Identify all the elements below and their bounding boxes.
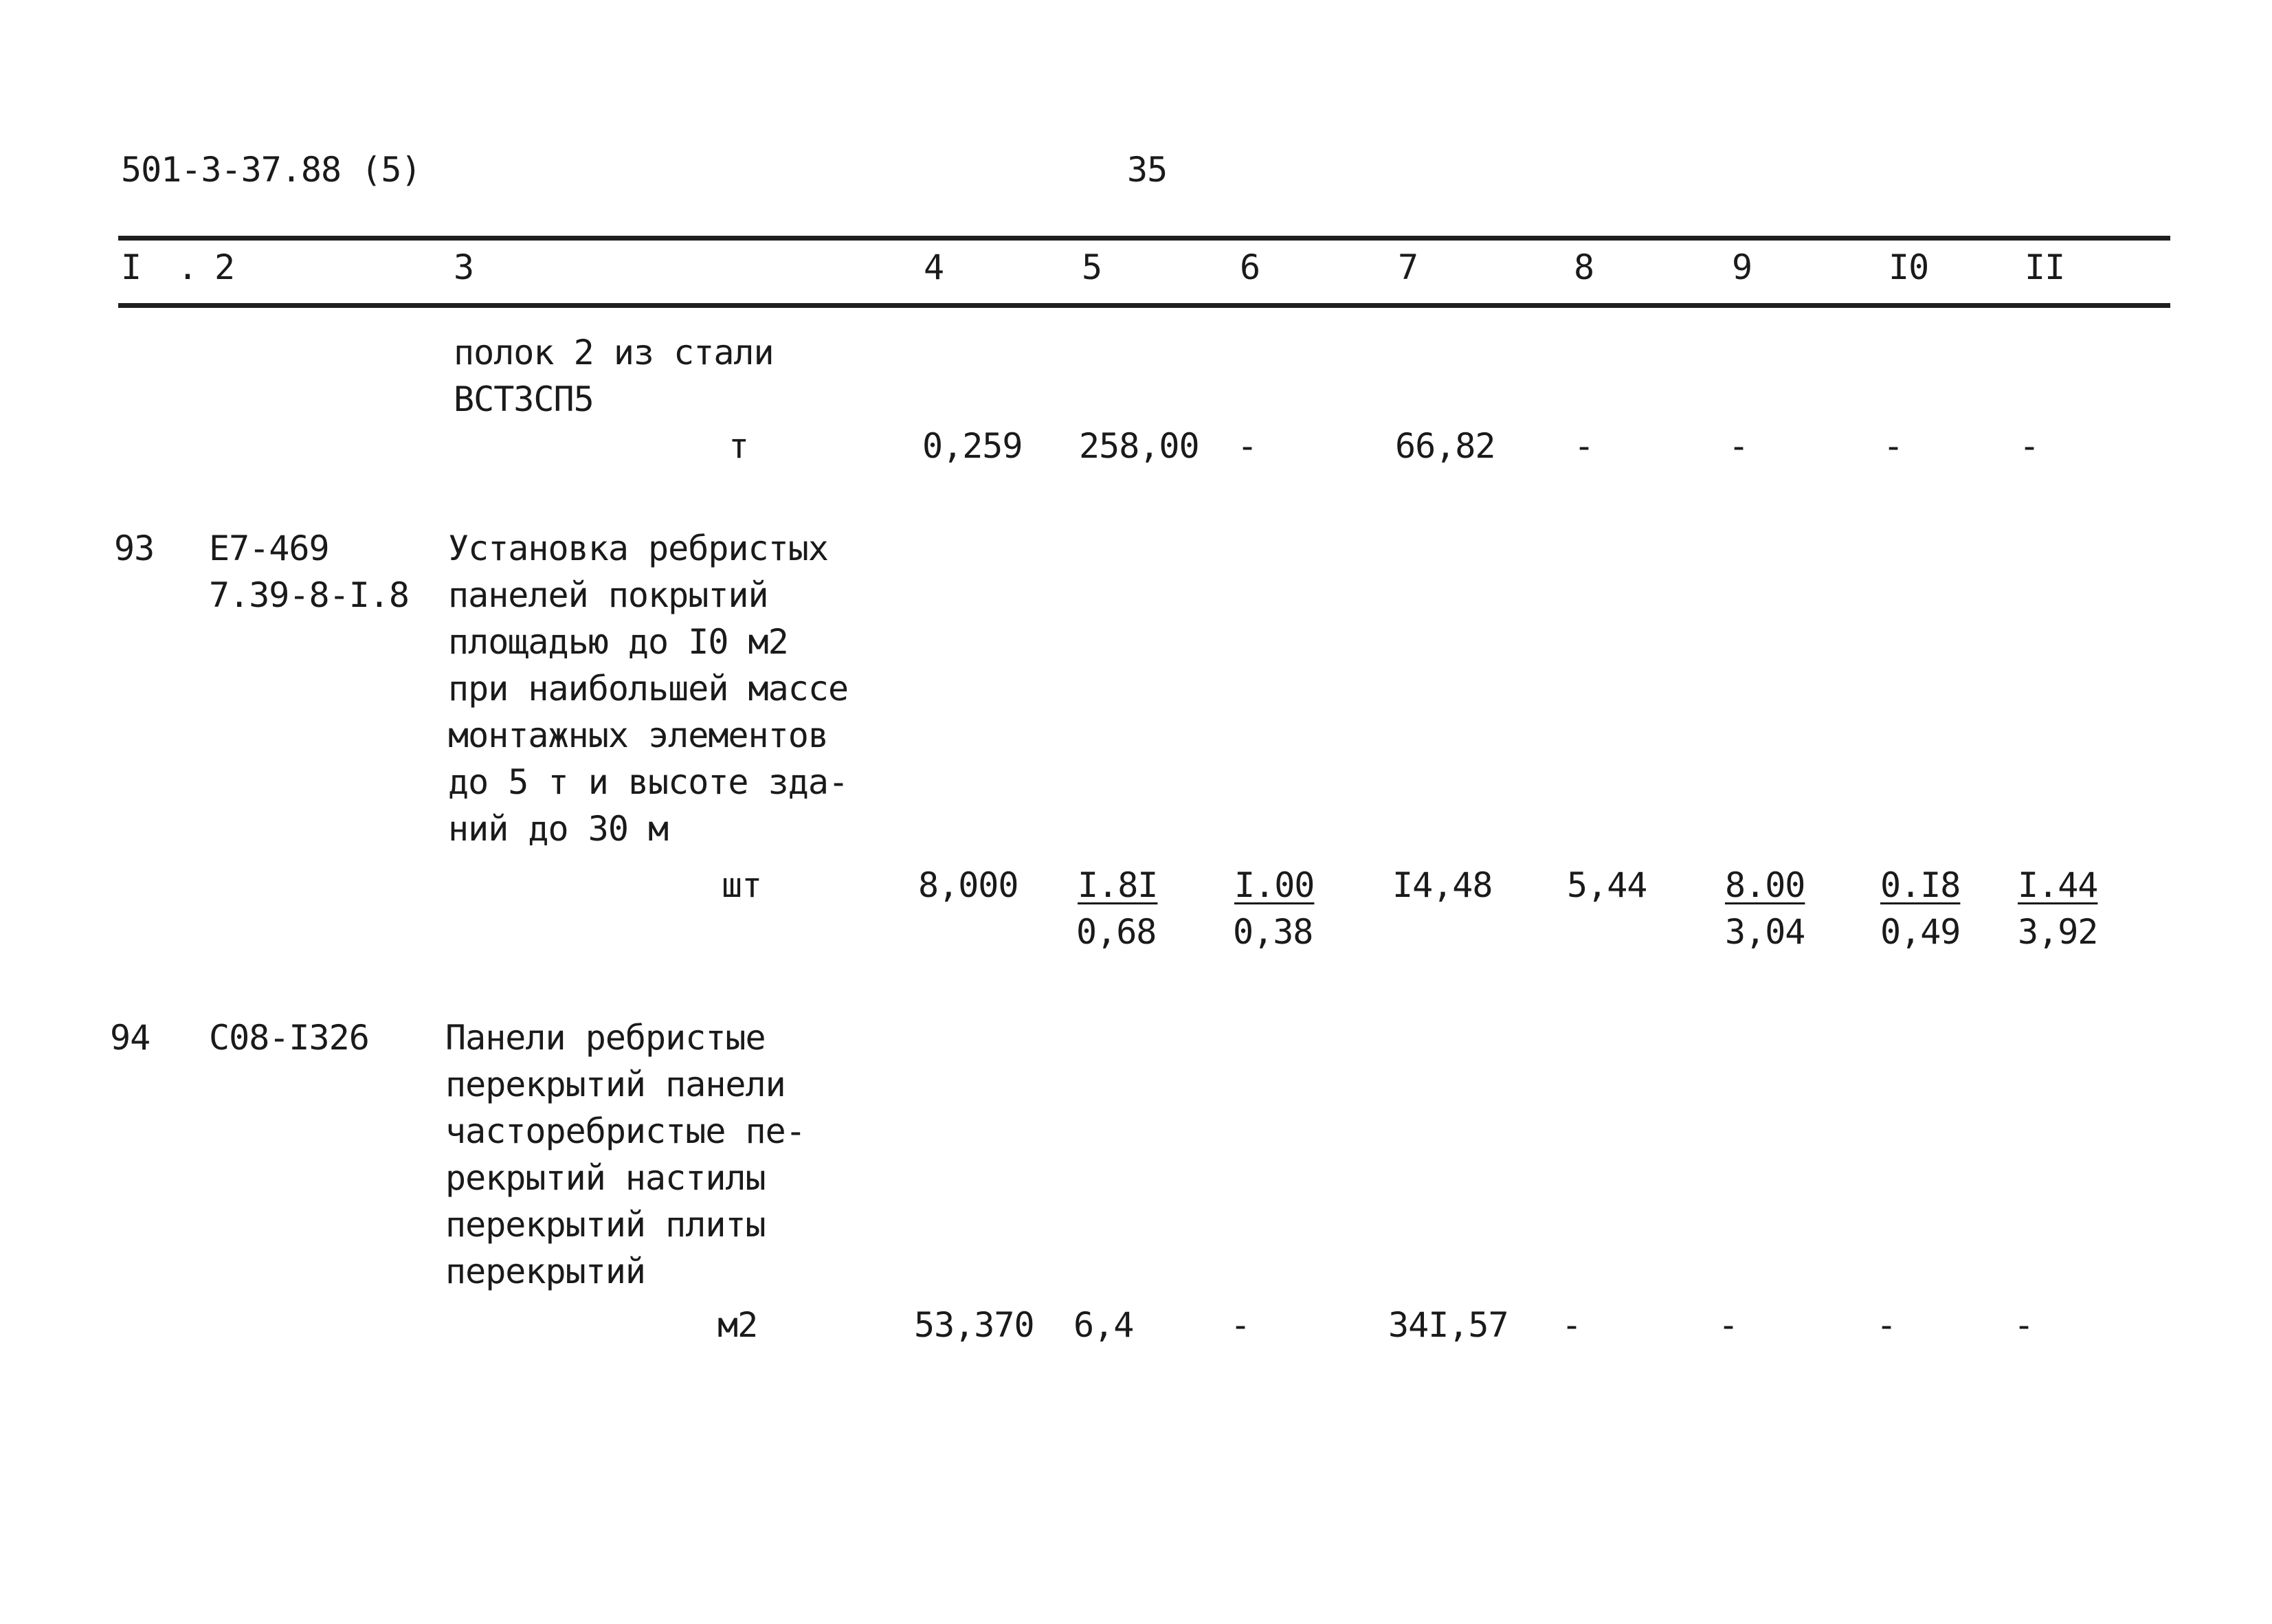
cell-col7: 66,82: [1395, 426, 1495, 466]
document-code: 501-3-37.88 (5): [121, 150, 421, 190]
cell-col9: -: [1728, 426, 1749, 466]
column-header-10: I0: [1889, 247, 1929, 287]
row-description-line: до 5 т и высоте зда-: [448, 762, 849, 802]
row-code-line: Е7-469: [209, 529, 329, 568]
cell-col6: -: [1230, 1305, 1251, 1345]
row-description-line: Установка ребристых: [448, 529, 828, 568]
column-header-9: 9: [1732, 247, 1752, 287]
row-code-line: 7.39-8-I.8: [209, 575, 410, 615]
row-description-line: ВСТ3СП5: [454, 379, 594, 419]
column-header-1: I: [121, 247, 142, 287]
column-separator: .: [177, 247, 198, 287]
row-number: 94: [110, 1018, 151, 1058]
cell-col4: 8,000: [918, 865, 1018, 905]
cell-col10-bottom: 0,49: [1880, 912, 1961, 952]
row-description-line: часторебристые пе-: [445, 1111, 805, 1151]
header-bottom-rule: [118, 303, 2170, 308]
cell-col5-bottom: 0,68: [1076, 912, 1157, 952]
row-description-line: полок 2 из стали: [454, 333, 774, 372]
column-header-5: 5: [1082, 247, 1102, 287]
row-description-line: рекрытий настилы: [445, 1158, 766, 1198]
row-unit: т: [728, 426, 749, 466]
cell-col5: 258,00: [1079, 426, 1199, 466]
cell-col9-top: 8.00: [1725, 865, 1805, 905]
cell-col8: -: [1561, 1305, 1582, 1345]
cell-col11-bottom: 3,92: [2018, 912, 2098, 952]
cell-col7: I4,48: [1392, 865, 1493, 905]
row-description-line: перекрытий: [445, 1252, 646, 1291]
cell-col6-top: I.00: [1234, 865, 1315, 905]
cell-col7: 34I,57: [1388, 1305, 1508, 1345]
column-header-2: 2: [214, 247, 235, 287]
cell-col6: -: [1237, 426, 1258, 466]
row-description-line: перекрытий плиты: [445, 1205, 766, 1245]
cell-col11: -: [2014, 1305, 2034, 1345]
row-description-line: монтажных элементов: [448, 715, 828, 755]
row-description-line: площадью до I0 м2: [448, 622, 788, 662]
row-code-line: С08-I326: [209, 1018, 369, 1058]
cell-col4: 0,259: [922, 426, 1023, 466]
row-unit: шт: [722, 865, 762, 905]
cell-col11: -: [2019, 426, 2040, 466]
cell-col10-top: 0.I8: [1880, 865, 1961, 905]
column-header-3: 3: [454, 247, 474, 287]
column-header-8: 8: [1574, 247, 1594, 287]
cell-col10: -: [1876, 1305, 1897, 1345]
cell-col8: 5,44: [1567, 865, 1647, 905]
cell-col10: -: [1883, 426, 1904, 466]
column-header-7: 7: [1398, 247, 1418, 287]
cell-col4: 53,370: [914, 1305, 1034, 1345]
row-description-line: Панели ребристые: [445, 1018, 766, 1058]
top-rule: [118, 236, 2170, 241]
page-number: 35: [1127, 150, 1168, 190]
cell-col5-top: I.8I: [1078, 865, 1158, 905]
row-description-line: ний до 30 м: [448, 809, 669, 849]
column-header-6: 6: [1240, 247, 1260, 287]
row-description-line: при наибольшей массе: [448, 669, 849, 709]
row-description-line: панелей покрытий: [448, 575, 768, 615]
cell-col6-bottom: 0,38: [1233, 912, 1313, 952]
column-header-11: II: [2025, 247, 2065, 287]
cell-col5: 6,4: [1073, 1305, 1134, 1345]
cell-col11-top: I.44: [2018, 865, 2098, 905]
cell-col8: -: [1574, 426, 1594, 466]
cell-col9-bottom: 3,04: [1725, 912, 1805, 952]
row-number: 93: [114, 529, 155, 568]
cell-col9: -: [1718, 1305, 1739, 1345]
column-header-4: 4: [924, 247, 944, 287]
row-description-line: перекрытий панели: [445, 1065, 786, 1104]
row-unit: м2: [717, 1305, 758, 1345]
